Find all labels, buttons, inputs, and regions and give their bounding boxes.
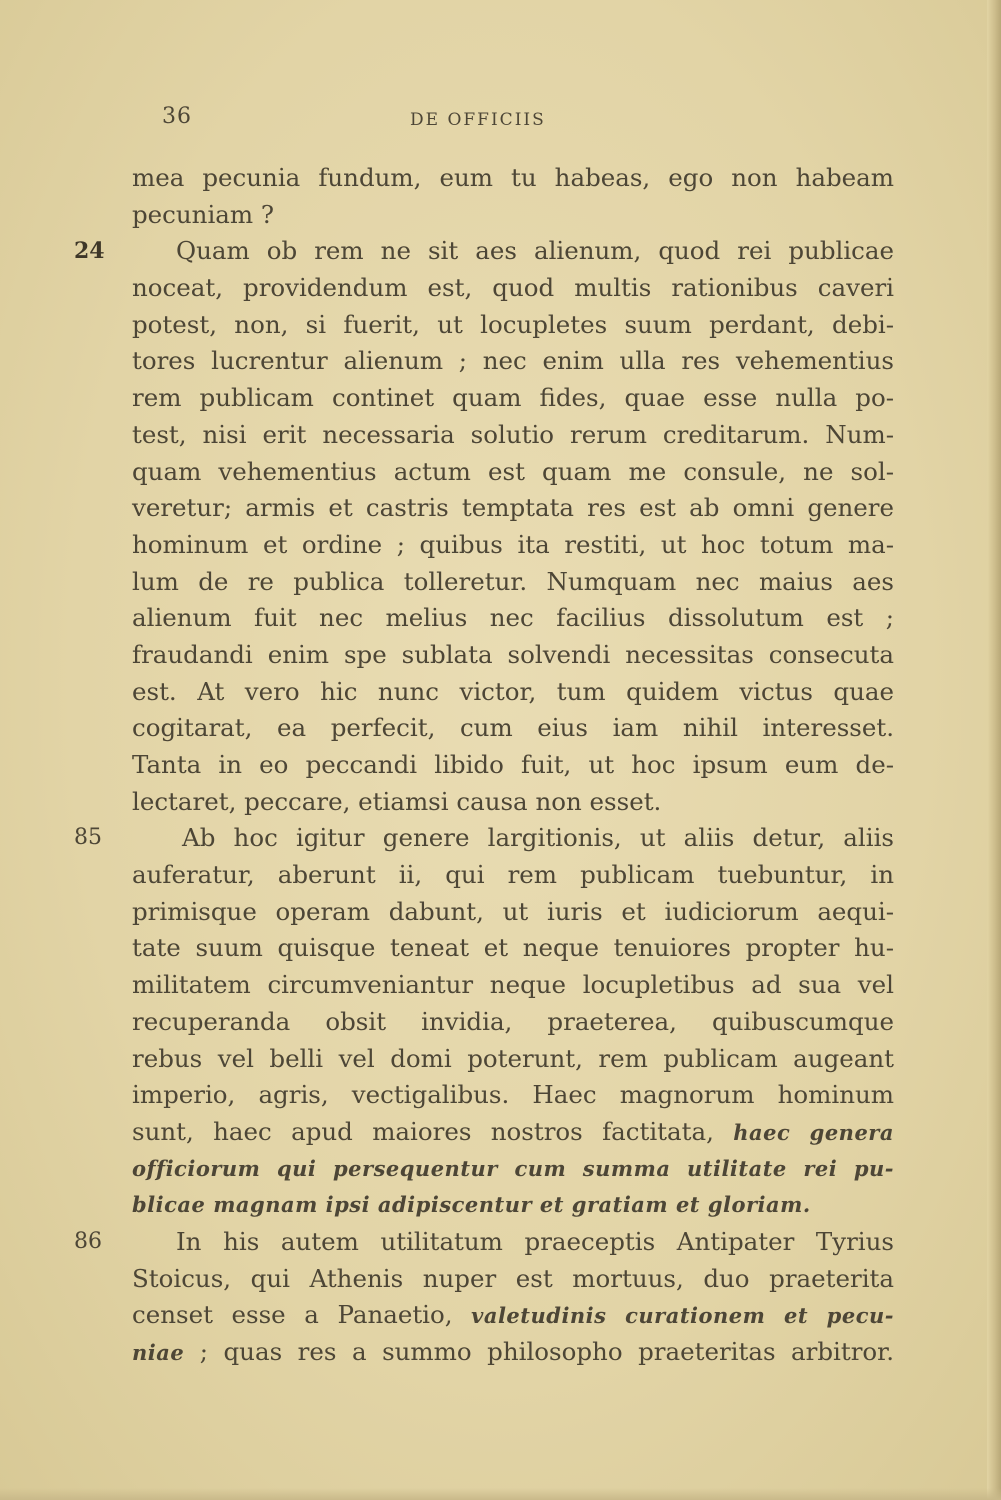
text-line: est. At vero hic nunc victor, tum quidem victus quae [132,676,894,706]
text-line: veretur; armis et castris temptata res est ab omni genere [132,493,894,523]
text-line: rem publicam continet quam fides, quae esse nulla po- [132,383,894,413]
section-number: 85 [74,825,102,851]
line-text: Ab hoc igitur genere largitionis, ut aliis detur, aliis [182,823,894,853]
running-head: DE OFFICIIS [410,110,546,130]
text-line: lum de re publica tolleretur. Numquam nec maius aes [132,566,894,596]
text-line: rebus vel belli vel domi poterunt, rem publicam augeant [132,1043,894,1073]
italic-text: haec genera [733,1119,894,1145]
text-line: recuperanda obsit invidia, praeterea, quibuscumque [132,1006,894,1036]
text-line: test, nisi erit necessaria solutio rerum creditarum. Num- [132,419,894,449]
text-line: noceat, providendum est, quod multis rationibus caveri [132,273,894,303]
text-line: mea pecunia fundum, eum tu habeas, ego non habeam [132,163,894,192]
text-line: fraudandi enim spe sublata solvendi necessitas consecuta [132,639,894,669]
text-line: Stoicus, qui Athenis nuper est mortuus, duo praeterita [132,1263,894,1293]
page-header [0,104,1001,140]
text-line: quam vehementius actum est quam me consule, ne sol- [132,456,894,486]
text-line: cogitarat, ea perfecit, cum eius iam nihil interesset. [132,713,894,743]
text-line [132,1334,894,1371]
text-line [74,233,894,270]
line-text: Quam ob rem ne sit aes alienum, quod rei publicae [176,236,894,266]
text-line: hominum et ordine ; quibus ita restiti, ut hoc totum ma- [132,529,894,559]
text-line: blicae magnam ipsi adipiscentur et gratiam et gloriam. [132,1192,811,1218]
page-bottom-edge [0,1488,1001,1500]
text-line [132,1297,894,1334]
page-number: 36 [162,104,192,129]
text-line: imperio, agris, vectigalibus. Haec magnorum hominum [132,1080,894,1110]
italic-text: niae [132,1340,185,1365]
page-edge [987,0,1001,1500]
text-line: primisque operam dabunt, ut iuris et iudiciorum aequi- [132,896,894,926]
text-line: alienum fuit nec melius nec facilius dissolutum est ; [132,603,894,633]
line-text: ; quas res a summo philosopho praeteritas arbitror. [199,1337,894,1366]
line-text: censet esse a Panaetio, [132,1300,453,1330]
text-line: pecuniam ? [132,199,275,229]
text-line: Tanta in eo peccandi libido fuit, ut hoc ipsum eum de- [132,750,894,779]
text-line: tores lucrentur alienum ; nec enim ulla res vehementius [132,346,894,376]
text-line: militatem circumveniantur neque locupletibus ad sua vel [132,970,894,1000]
section-number: 24 [74,238,105,265]
text-line: officiorum qui persequentur cum summa utilitate rei pu- [132,1155,894,1181]
section-number: 86 [74,1228,102,1254]
line-text: sunt, haec apud maiores nostros factitata, [132,1116,714,1146]
text-line [74,1224,894,1261]
italic-text: valetudinis curationem et pecu- [471,1303,894,1329]
text-line: potest, non, si fuerit, ut locupletes suum perdant, debi- [132,309,894,339]
text-line: tate suum quisque teneat et neque tenuiores propter hu- [132,933,894,963]
text-line [74,820,894,857]
text-line: auferatur, aberunt ii, qui rem publicam tuebuntur, in [132,860,894,890]
body-text [74,160,894,1371]
line-text: In his autem utilitatum praeceptis Antipater Tyrius [176,1226,894,1256]
text-line: lectaret, peccare, etiamsi causa non esset. [132,786,662,816]
text-line [132,1114,894,1151]
